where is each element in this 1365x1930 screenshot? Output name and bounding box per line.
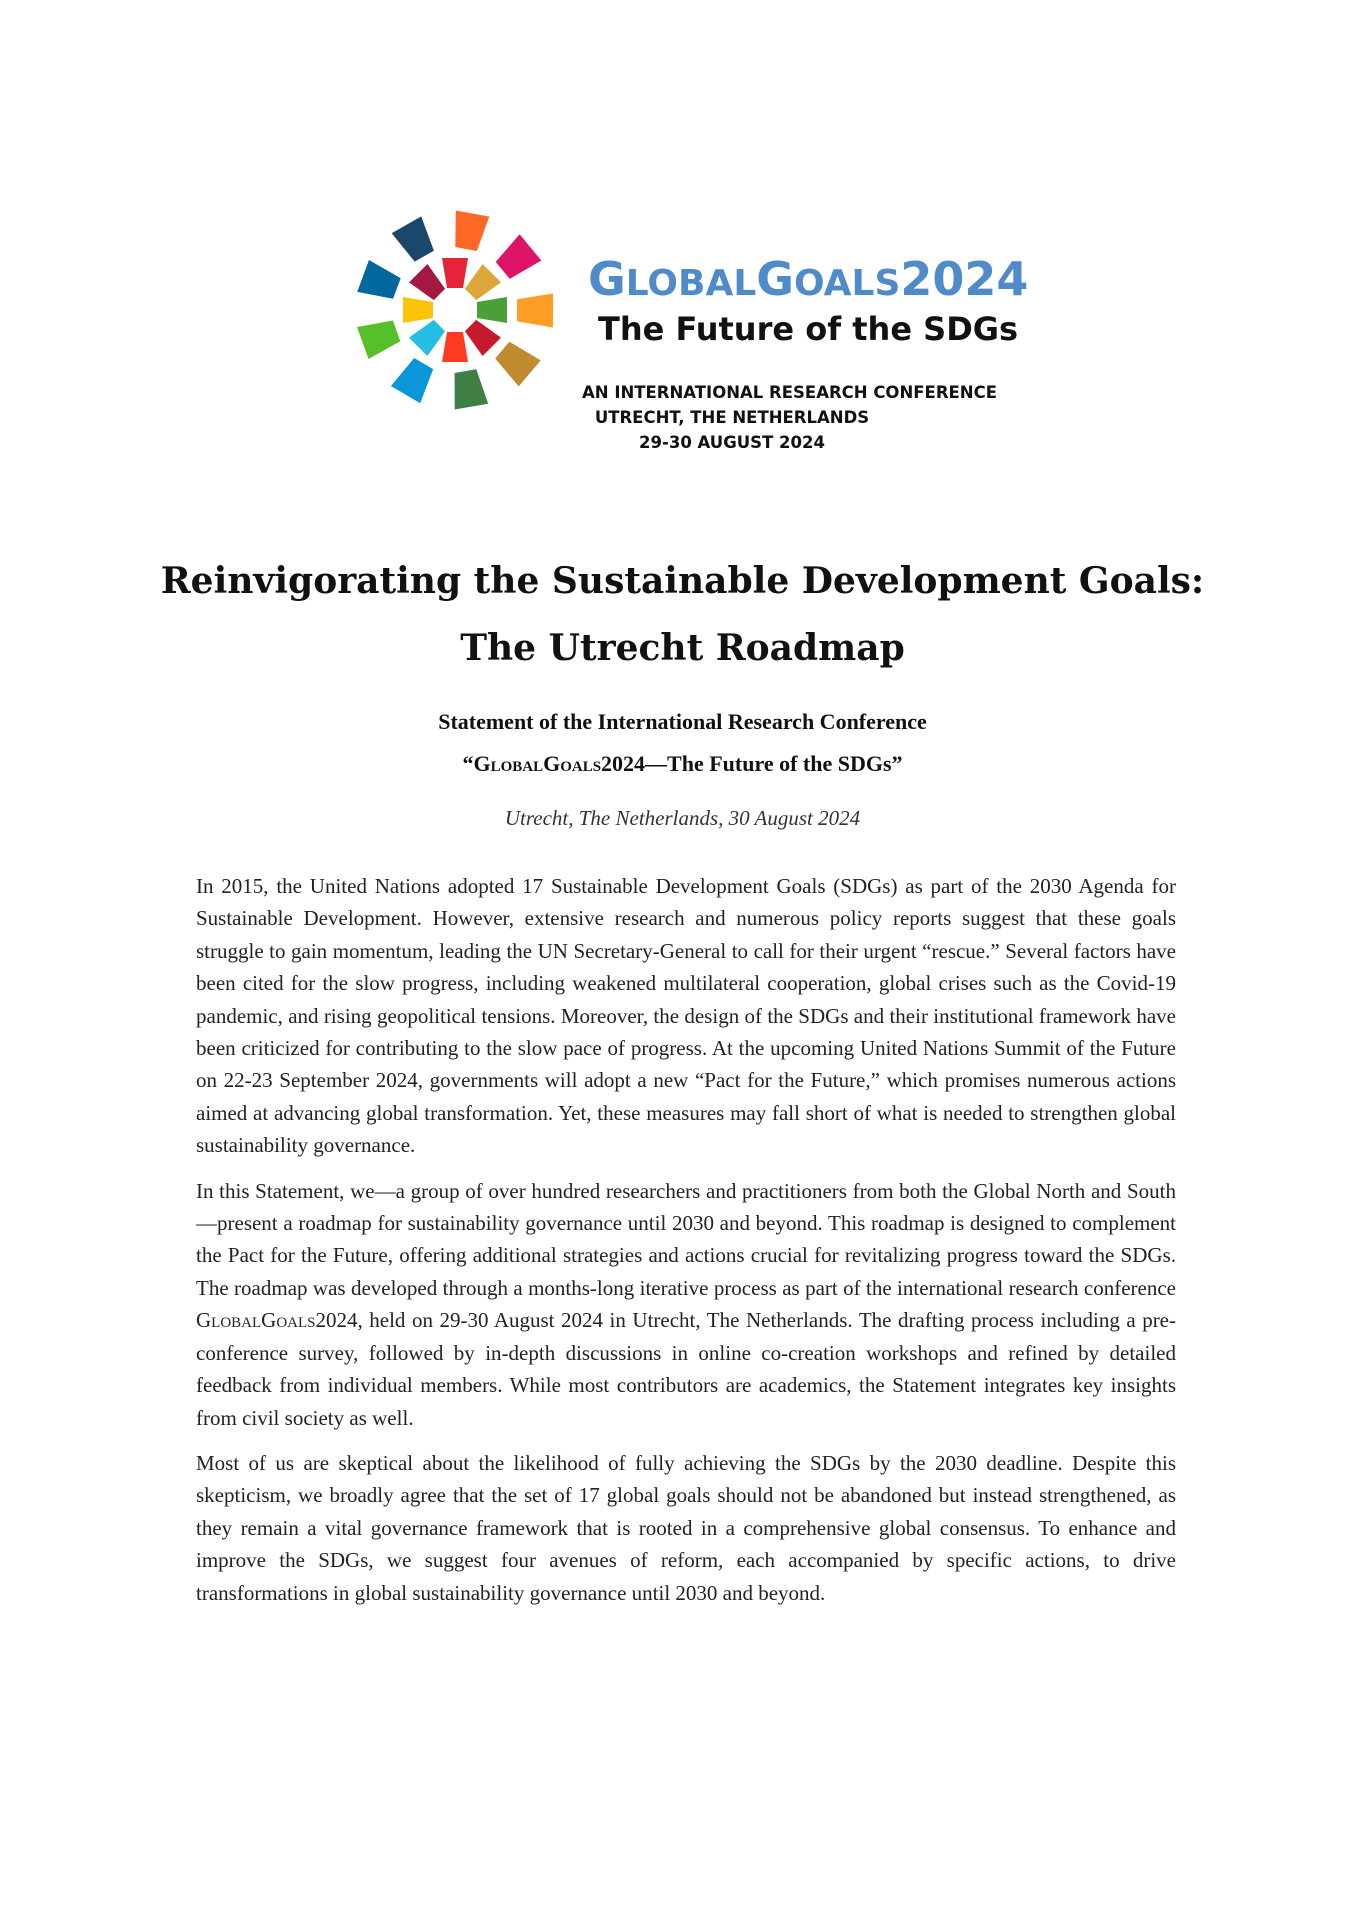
sdg-wheel-logo — [340, 200, 580, 420]
logo-segment — [477, 297, 507, 323]
paragraph-2-part-1: In this Statement, we—a group of over hundred researchers and practitioners from both the Global North and South—present a roadmap for sustainability governance until 2030 and beyond. This roadmap is designed to complement the Pact for the Future, offering additional strategies and actions crucial for revitalizing progress toward the SDGs. The roadmap was developed through a months-long iterative process as part of the international research conference — [196, 1178, 1176, 1300]
paragraph-2-smallcaps: GlobalGoals — [196, 1308, 316, 1333]
logo-segment — [391, 358, 433, 403]
logo-segment — [517, 294, 553, 328]
conference-line-1: AN INTERNATIONAL RESEARCH CONFERENCE — [582, 383, 997, 402]
logo-segment — [455, 211, 489, 252]
dateline: Utrecht, The Netherlands, 30 August 2024 — [504, 806, 861, 830]
subtitle-open-quote: “ — [462, 751, 474, 776]
conference-line-2: UTRECHT, THE NETHERLANDS — [594, 408, 870, 427]
logo-segment — [465, 320, 501, 356]
logo-segment — [442, 258, 468, 288]
conference-line-3: 29-30 AUGUST 2024 — [639, 433, 825, 452]
logo-segment — [465, 264, 501, 300]
statement-subtitle-line-2 — [150, 751, 1215, 777]
logo-segment — [442, 332, 468, 362]
logo-segment — [357, 321, 400, 360]
brand-title — [588, 252, 1028, 306]
logo-segment — [455, 369, 489, 409]
logo-segment — [357, 260, 401, 299]
subtitle-smallcaps: GlobalGoals — [473, 751, 602, 776]
paragraph-2 — [196, 1175, 1176, 1434]
conference-info — [582, 380, 997, 455]
logo-segment — [495, 342, 541, 387]
document-title-line-1: Reinvigorating the Sustainable Development Goals: — [160, 560, 1205, 602]
logo-segment — [496, 234, 542, 279]
paragraph-3: Most of us are skeptical about the likelihood of fully achieving the SDGs by the 2030 deadline. Despite this skepticism, we broadly agree that the set of 17 global goals should not be abandoned but instead strengthened, as they remain a vital governance framework that is rooted in a comprehensive global consensus. To enhance and improve the SDGs, we suggest four avenues of reform, each accompanied by specific actions, to drive transformations in global sustainability governance until 2030 and beyond. — [196, 1450, 1176, 1605]
brand-subtitle: The Future of the SDGs — [598, 310, 1019, 348]
logo-segment — [392, 216, 434, 261]
brand-rest-2: OALS — [794, 263, 901, 304]
logo-segment — [409, 264, 445, 300]
paragraph-2-part-2: 2024, held on 29-30 August 2024 in Utrecht, The Netherlands. The drafting process including a pre-conference survey, followed by in-depth discussions in online co-creation workshops and refined by detailed feedback from individual members. While most contributors are academics, the Statement integrates key insights from civil society as well. — [196, 1308, 1176, 1430]
brand-rest-1: LOBAL — [625, 263, 757, 304]
subtitle-rest: 2024—The Future of the SDGs” — [601, 751, 903, 776]
logo-segment — [409, 320, 445, 356]
logo-segment — [403, 297, 433, 323]
statement-subtitle-line-1: Statement of the International Research Conference — [438, 709, 927, 734]
brand-initial-1: G — [588, 252, 626, 306]
brand-year: 2024 — [900, 252, 1029, 306]
conference-header — [340, 200, 1040, 480]
paragraph-1: In 2015, the United Nations adopted 17 Sustainable Development Goals (SDGs) as part of the 2030 Agenda for Sustainable Development. However, extensive research and numerous policy reports suggest that these goals struggle to gain momentum, leading the UN Secretary-General to call for their urgent “rescue.” Several factors have been cited for the slow progress, including weakened multilateral cooperation, global crises such as the Covid-19 pandemic, and rising geopolitical tensions. Moreover, the design of the SDGs and their institutional framework have been criticized for contributing to the slow pace of progress. At the upcoming United Nations Summit of the Future on 22-23 September 2024, governments will adopt a new “Pact for the Future,” which promises numerous actions aimed at advancing global transformation. Yet, these measures may fall short of what is needed to strengthen global sustainability governance. — [196, 874, 1176, 1158]
body-text — [196, 870, 1176, 1622]
document-title-line-2: The Utrecht Roadmap — [460, 627, 905, 669]
brand-initial-2: G — [756, 252, 795, 306]
